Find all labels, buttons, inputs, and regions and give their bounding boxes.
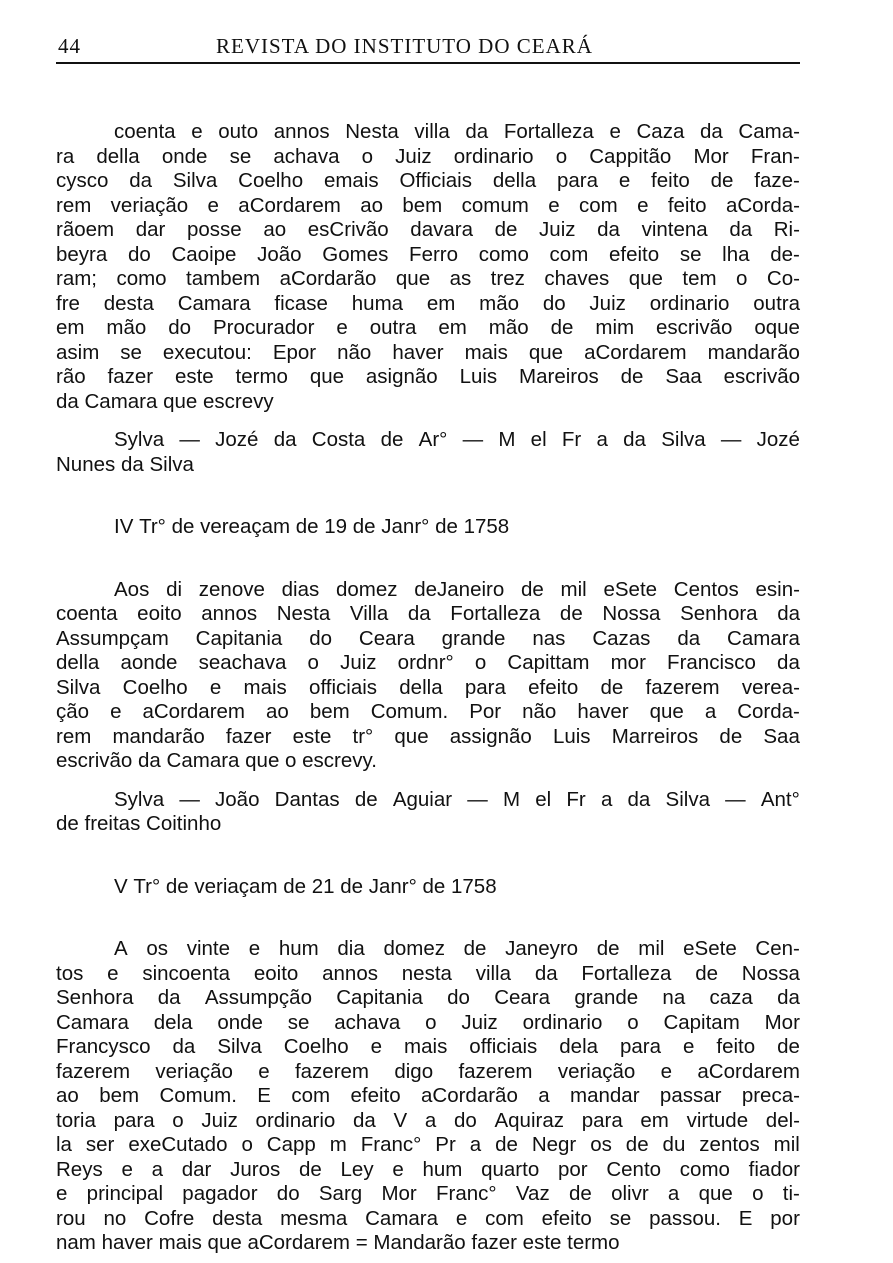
running-header <box>56 30 800 64</box>
text-line: asim se executou: Epor não haver mais que aCordarem mandarão <box>56 340 800 364</box>
text-line: ção e aCordarem ao bem Comum. Por não haver que a Corda- <box>56 700 800 723</box>
text-line: e principal pagador do Sarg Mor Franc° Vaz de olivr a que o ti- <box>56 1182 800 1205</box>
page-number: 44 <box>58 34 81 58</box>
text-line: coenta e outo annos Nesta villa da Fortalleza e Caza da Cama- <box>114 120 800 143</box>
text-line: rou no Cofre desta mesma Camara e com efeito se passou. E por <box>56 1206 800 1230</box>
signature-block <box>56 428 800 477</box>
text-line: rem veriação e aCordarem ao bem comum e com e feito aCorda- <box>56 193 800 217</box>
text-line: de freitas Coitinho <box>56 812 222 835</box>
text-line: la ser exeCutado o Capp m Franc° Pr a de Negr os de du zentos mil <box>56 1133 800 1156</box>
text-line: rãoem dar posse ao esCrivão davara de Juiz da vintena da Ri- <box>56 218 800 241</box>
text-line: tos e sincoenta eoito annos nesta villa da Fortalleza de Nossa <box>56 961 800 985</box>
text-line: fazerem veriação e fazerem digo fazerem veriação e aCordarem <box>56 1059 800 1083</box>
paragraph <box>56 578 800 774</box>
document-body <box>56 120 800 1256</box>
text-line: rem mandarão fazer este tr° que assignão Luis Marreiros de Saa <box>56 724 800 748</box>
paragraph <box>56 120 800 414</box>
text-line: da Camara que escrevy <box>56 389 274 413</box>
journal-title: REVISTA DO INSTITUTO DO CEARÁ <box>216 34 593 58</box>
section-heading <box>56 875 800 900</box>
text-line: della aonde seachava o Juiz ordnr° o Capittam mor Francisco da <box>56 651 800 674</box>
text-line: Francysco da Silva Coelho e mais officiais dela para e feito de <box>56 1035 800 1058</box>
text-line: coenta eoito annos Nesta Villa da Fortalleza de Nossa Senhora da <box>56 602 800 625</box>
text-line: Nunes da Silva <box>56 452 194 476</box>
signature-block <box>56 788 800 837</box>
text-line: Aos di zenove dias domez deJaneiro de mil eSete Centos esin- <box>114 577 800 601</box>
text-line: nam haver mais que aCordarem = Mandarão fazer este termo <box>56 1231 620 1254</box>
text-line: Sylva — Jozé da Costa de Ar° — M el Fr a da Silva — Jozé <box>114 428 800 451</box>
text-line: ra della onde se achava o Juiz ordinario o Cappitão Mor Fran- <box>56 144 800 168</box>
text-line: cysco da Silva Coelho emais Officiais della para e feito de faze- <box>56 169 800 192</box>
document-page <box>56 30 800 1256</box>
text-line: fre desta Camara ficase huma em mão do Juiz ordinario outra <box>56 291 800 315</box>
text-line: Reys e a dar Juros de Ley e hum quarto por Cento como fiador <box>56 1157 800 1181</box>
text-line: A os vinte e hum dia domez de Janeyro de mil eSete Cen- <box>114 937 800 960</box>
section-heading <box>56 515 800 540</box>
text-line: IV Tr° de vereaçam de 19 de Janr° de 1758 <box>114 515 510 538</box>
text-line: Sylva — João Dantas de Aguiar — M el Fr a da Silva — Ant° <box>114 787 800 811</box>
paragraph <box>56 937 800 1256</box>
text-line: Camara dela onde se achava o Juiz ordinario o Capitam Mor <box>56 1010 800 1034</box>
text-line: escrivão da Camara que o escrevy. <box>56 749 377 772</box>
text-line: Assumpçam Capitania do Ceara grande nas Cazas da Camara <box>56 626 800 650</box>
text-line: Senhora da Assumpção Capitania do Ceara grande na caza da <box>56 986 800 1009</box>
text-line: Silva Coelho e mais officiais della para efeito de fazerem verea- <box>56 675 800 699</box>
text-line: ao bem Comum. E com efeito aCordarão a mandar passar preca- <box>56 1084 800 1107</box>
text-line: toria para o Juiz ordinario da V a do Aquiraz para em virtude del- <box>56 1108 800 1132</box>
text-line: ram; como tambem aCordarão que as trez chaves que tem o Co- <box>56 267 800 290</box>
text-line: beyra do Caoipe João Gomes Ferro como com efeito se lha de- <box>56 242 800 266</box>
text-line: rão fazer este termo que asignão Luis Mareiros de Saa escrivão <box>56 365 800 388</box>
text-line: em mão do Procurador e outra em mão de mim escrivão oque <box>56 316 800 339</box>
text-line: V Tr° de veriaçam de 21 de Janr° de 1758 <box>114 874 497 898</box>
